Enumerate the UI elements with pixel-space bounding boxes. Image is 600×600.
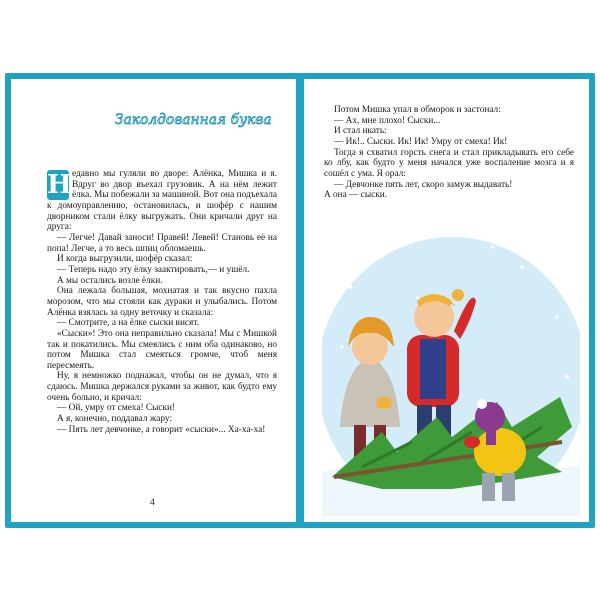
paragraph-text: едавно мы гуляли во дворе: Алёнка, Мишка и я. Вдруг во двор въехал грузовик. А на нём лежит ёлка. Мы побежали за машиной. Вот она подъехала к домоуправлению, остановилась, и шофёр с нашим дворником стали ёлку выгружать. Они кричали друг на друга: [47,169,277,233]
right-page [304,79,589,522]
paragraph: Потом Мишка упал в обморок и застонал: [334,105,501,115]
drop-cap: Н [47,170,72,200]
illustration-kids-with-tree [322,227,580,517]
paragraph: Она лежала большая, мохнатая и так вкусно пахла морозом, что мы стояли как дураки и улыбались. Потом Алёнка взялась за одну веточку и сказала: [47,286,277,318]
paragraph: — Ой, умру от смеха! Сыски! [57,403,176,414]
paragraph: И стал икать: [334,126,387,137]
chapter-title: Заколдованная буква [115,112,272,128]
paragraph: — Девчонке пять лет, скоро замуж выдавать! [334,179,513,190]
paragraph: — Ах, мне плохо! Сыски... [334,115,441,126]
paragraph [47,169,277,233]
paragraph: — Легче! Давай заноси! Правей! Левей! Становь её на попа! Легче, а то весь шпиц обломаешь. [47,232,277,254]
left-page [11,79,296,522]
paragraph: И когда выгрузили, шофёр сказал: [57,254,193,265]
paragraph: А я, конечно, поддавал жару: [57,414,173,425]
paragraph: — Ик!.. Сыски. Ик! Ик! Умру от смеха! Ик! [334,136,508,147]
left-page-text [47,169,277,435]
paragraph: Тогда я схватил горсть снега и стал прикладывать его себе ко лбу, как будто у меня начался уже воспаление мозга и я сошёл с ума. Я орал: [324,147,574,179]
paragraph: А она — сыски. [324,190,388,201]
paragraph: — Пять лет девчонке, а говорит «сыски»... Ха-ха-ха! [57,424,266,435]
page-number: 4 [150,498,155,508]
right-page-text [324,105,574,201]
book-spread [5,73,595,528]
paragraph: — Смотрите, а на ёлке сыски висят. [57,318,200,329]
paragraph: «Сыски»! Это она неправильно сказала! Мы с Мишкой так и покатились. Мы смеялись с ним оба одинаково, но потом Мишка стал смеяться громче, чтоб меня пересмеять. [47,328,277,371]
paragraph: Ну, я немножко поднажал, чтобы он не думал, что я сдаюсь. Мишка держался руками за живот, как будто ему очень больно, и кричал: [47,371,277,403]
paragraph: А мы остались возле ёлки. [57,275,163,286]
paragraph: — Теперь надо эту ёлку заактировать,— и ушёл. [57,264,250,275]
